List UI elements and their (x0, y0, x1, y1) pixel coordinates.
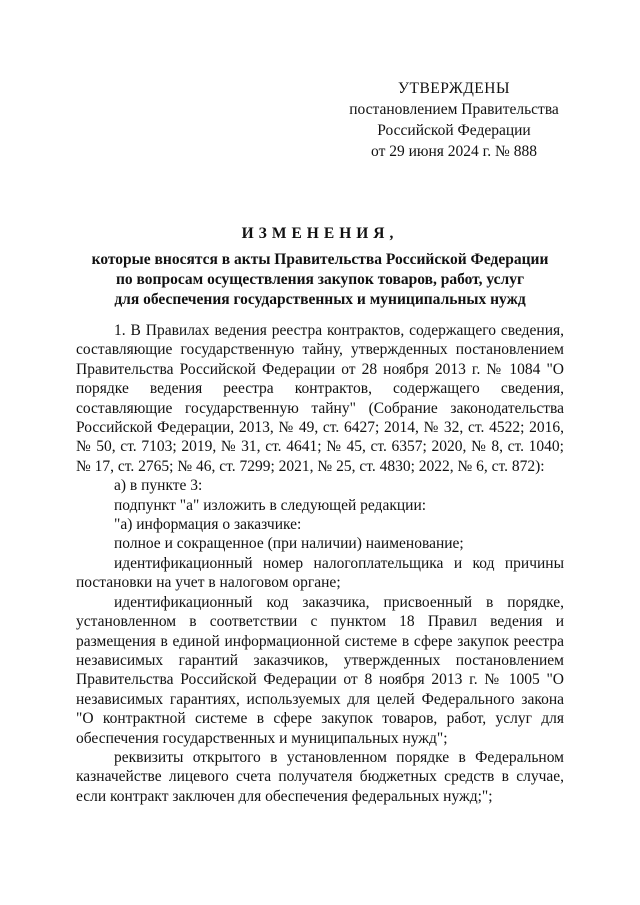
subtitle-line: которые вносятся в акты Правительства Российской Федерации (91, 251, 549, 268)
approval-line: от 29 июня 2024 г. № 888 (371, 143, 537, 160)
paragraph: а) в пункте 3: (114, 477, 203, 495)
paragraph: идентификационный номер налогоплательщика и код причины постановки на учет в налоговом органе; (76, 554, 564, 592)
approval-title: УТВЕРЖДЕНЫ (398, 80, 510, 97)
paragraph: 1. В Правилах ведения реестра контрактов, содержащего сведения, составляющие государственную тайну, утвержденных постановлением Правительства Российской Федерации от 28 ноября 2013 г. № 1084 "О порядке ведения реестра контрактов, содержащего сведения, составляющие государственную тайну" (Собрание законодательства Российской Федерации, 2013, № 49, ст. 6427; 2014, № 32, ст. 4522; 2016, № 50, ст. 7103; 2019, № 31, ст. 4641; № 45, ст. 6357; 2020, № 8, ст. 1040; № 17, ст. 2765; № 46, ст. 7299; 2021, № 25, ст. 4830; 2022, № 6, ст. 872): (76, 322, 564, 475)
subtitle-line: по вопросам осуществления закупок товаров, работ, услуг (115, 271, 525, 288)
paragraph: идентификационный код заказчика, присвоенный в порядке, установленном в соответствии с пунктом 18 Правил ведения и размещения в единой информационной системе в сфере закупок реестра независимых гарантий заказчиков, утвержденных постановлением Правительства Российской Федерации от 8 ноября 2013 г. № 1005 "О независимых гарантиях, используемых для целей Федерального закона "О контрактной системе в сфере закупок товаров, работ, услуг для обеспечения государственных и муниципальных нужд"; (76, 593, 564, 747)
document-subtitle (60, 250, 580, 310)
document-title: ИЗМЕНЕНИЯ, (241, 225, 399, 242)
paragraph: реквизиты открытого в установленном порядке в Федеральном казначействе лицевого счета получателя бюджетных средств в случае, если контракт заключен для обеспечения федеральных нужд;"; (76, 748, 564, 805)
approval-stamp (330, 78, 578, 162)
paragraph: "а) информация о заказчике: (114, 516, 302, 534)
paragraph: подпункт "а" изложить в следующей редакции: (114, 496, 427, 514)
document-body (76, 321, 564, 806)
paragraph: полное и сокращенное (при наличии) наименование; (114, 535, 464, 553)
approval-line: Российской Федерации (377, 122, 531, 139)
approval-line: постановлением Правительства (349, 101, 559, 118)
subtitle-line: для обеспечения государственных и муниципальных нужд (114, 291, 526, 308)
